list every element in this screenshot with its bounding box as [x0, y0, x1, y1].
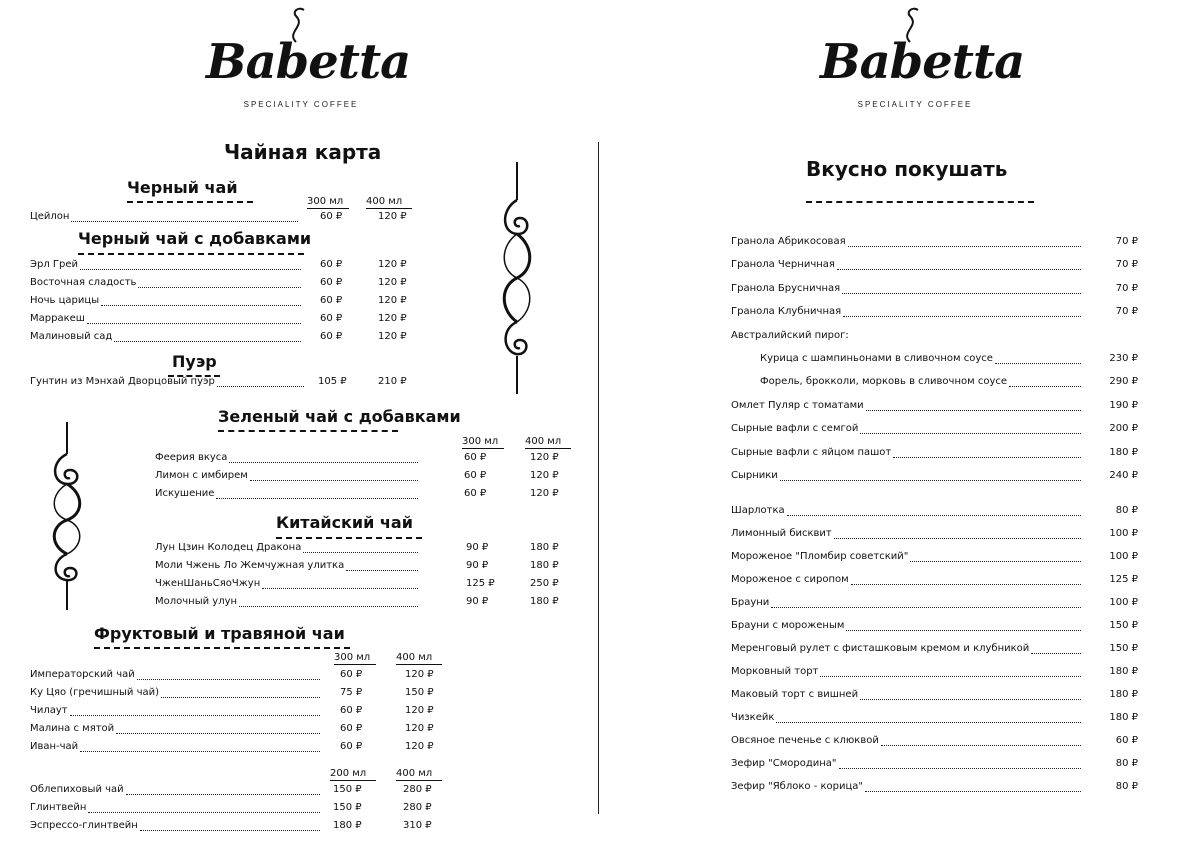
- leader-dots: [346, 570, 418, 571]
- item-name: Облепиховый чай: [30, 784, 124, 795]
- item-name: Цейлон: [30, 211, 70, 222]
- menu-item-row: [30, 313, 428, 329]
- price-small: 105 ₽: [318, 376, 347, 387]
- item-name: Брауни с мороженым: [731, 620, 845, 631]
- item-price: 180 ₽: [1109, 446, 1138, 458]
- food-item-row: [731, 259, 1138, 275]
- item-name: Брауни: [731, 597, 770, 608]
- menu-item-row: [155, 596, 580, 612]
- price-small: 150 ₽: [333, 802, 362, 813]
- item-price: 70 ₽: [1115, 236, 1138, 247]
- food-item-row: [731, 505, 1138, 521]
- leader-dots: [860, 699, 1081, 700]
- menu-item-row: [30, 687, 455, 703]
- item-name: Марракеш: [30, 313, 85, 324]
- price-small: 60 ₽: [340, 705, 363, 716]
- price-small: 60 ₽: [320, 277, 343, 288]
- price-large: 120 ₽: [378, 313, 407, 324]
- menu-item-row: [30, 331, 428, 347]
- item-name: Шарлотка: [731, 505, 785, 516]
- section-underline: [218, 430, 398, 432]
- item-price: 200 ₽: [1109, 423, 1138, 435]
- price-small: 180 ₽: [333, 820, 362, 831]
- leader-dots: [114, 341, 301, 342]
- item-name: Иван-чай: [30, 741, 79, 752]
- price-large: 120 ₽: [378, 211, 407, 222]
- price-small: 60 ₽: [320, 313, 343, 324]
- menu-item-row: [30, 705, 455, 721]
- leader-dots: [893, 457, 1081, 458]
- ornament-scroll-icon: [494, 160, 540, 396]
- leader-dots: [787, 515, 1081, 516]
- menu-item-row: [155, 542, 580, 558]
- item-name: Малиновый сад: [30, 331, 113, 342]
- price-small: 75 ₽: [340, 687, 363, 698]
- leader-dots: [88, 812, 320, 813]
- price-small: 60 ₽: [320, 331, 343, 342]
- tea-card-title: Чайная карта: [224, 140, 382, 164]
- section-underline: [806, 201, 1034, 203]
- price-small: 90 ₽: [466, 542, 489, 553]
- section-underline: [78, 253, 304, 255]
- item-name: Эрл Грей: [30, 259, 78, 270]
- page-divider: [598, 142, 599, 814]
- leader-dots: [851, 584, 1081, 585]
- food-item-row: [731, 236, 1138, 252]
- price-large: 120 ₽: [405, 669, 434, 680]
- leader-dots: [866, 410, 1081, 411]
- col-header-200: 200 мл: [330, 768, 376, 781]
- price-small: 60 ₽: [340, 723, 363, 734]
- item-name: Меренговый рулет с фисташковым кремом и клубникой: [731, 643, 1030, 654]
- item-price: 180 ₽: [1109, 689, 1138, 700]
- item-name: Мороженое "Пломбир советский": [731, 551, 909, 562]
- col-header-400: 400 мл: [396, 768, 442, 781]
- col-header-300: 300 мл: [307, 196, 349, 209]
- item-name: Маковый торт с вишней: [731, 689, 859, 700]
- item-name: Феерия вкуса: [155, 452, 228, 463]
- price-large: 120 ₽: [530, 470, 559, 481]
- price-small: 60 ₽: [320, 211, 343, 222]
- item-price: 70 ₽: [1115, 259, 1138, 271]
- ornament-scroll-icon: [44, 420, 90, 612]
- price-small: 60 ₽: [320, 259, 343, 270]
- brand-tagline: SPECIALITY COFFEE: [857, 100, 973, 109]
- brand-name: Babetta: [820, 34, 1025, 90]
- item-name: Сырники: [731, 470, 778, 481]
- food-item-row: [731, 689, 1138, 705]
- food-item-row: [731, 781, 1138, 797]
- item-name: Гранола Черничная: [731, 259, 835, 271]
- leader-dots: [839, 768, 1081, 769]
- food-item-row: [731, 597, 1138, 613]
- item-name: Мороженое с сиропом: [731, 574, 849, 585]
- price-large: 180 ₽: [530, 596, 559, 607]
- leader-dots: [303, 552, 418, 553]
- item-price: 230 ₽: [1109, 353, 1138, 364]
- price-small: 60 ₽: [340, 669, 363, 680]
- price-small: 90 ₽: [466, 596, 489, 607]
- menu-item-row: [30, 784, 453, 800]
- price-small: 60 ₽: [464, 452, 487, 463]
- item-name: Императорский чай: [30, 669, 135, 680]
- fruit-tea-title: Фруктовый и травяной чаи: [94, 624, 345, 643]
- food-item-row: [760, 376, 1138, 392]
- price-small: 60 ₽: [340, 741, 363, 752]
- leader-dots: [1031, 653, 1081, 654]
- leader-dots: [116, 733, 320, 734]
- item-price: 80 ₽: [1115, 758, 1138, 769]
- leader-dots: [80, 269, 301, 270]
- menu-item-row: [30, 820, 453, 836]
- price-large: 120 ₽: [378, 331, 407, 342]
- menu-item-row: [30, 802, 453, 818]
- food-item-row: [731, 528, 1138, 544]
- food-item-row: [731, 447, 1138, 463]
- item-name: Зефир "Смородина": [731, 758, 837, 769]
- item-name: Гранола Абрикосовая: [731, 236, 846, 247]
- item-price: 80 ₽: [1115, 781, 1138, 792]
- leader-dots: [250, 480, 418, 481]
- item-name: Омлет Пуляр с томатами: [731, 399, 864, 411]
- section-underline: [127, 201, 253, 203]
- food-item-row: [731, 574, 1138, 590]
- leader-dots: [140, 830, 320, 831]
- leader-dots: [837, 269, 1081, 270]
- leader-dots: [71, 221, 298, 222]
- section-underline: [94, 647, 350, 649]
- price-large: 250 ₽: [530, 578, 559, 589]
- leader-dots: [910, 561, 1081, 562]
- section-underline: [276, 537, 422, 539]
- item-name: Лун Цзин Колодец Дракона: [155, 542, 302, 553]
- food-item-row: [731, 712, 1138, 728]
- item-price: 100 ₽: [1109, 528, 1138, 539]
- price-large: 280 ₽: [403, 802, 432, 813]
- item-price: 290 ₽: [1109, 376, 1138, 388]
- item-name: Лимон с имбирем: [155, 470, 248, 481]
- item-name: Форель, брокколи, морковь в сливочном соусе: [760, 376, 1008, 388]
- price-small: 60 ₽: [320, 295, 343, 306]
- leader-dots: [262, 588, 418, 589]
- green-tea-add-title: Зеленый чай с добавками: [218, 407, 461, 426]
- item-name: Зефир "Яблоко - корица": [731, 781, 864, 792]
- item-price: 150 ₽: [1109, 643, 1138, 654]
- price-large: 310 ₽: [403, 820, 432, 831]
- price-small: 60 ₽: [464, 488, 487, 499]
- item-name: Гранола Клубничная: [731, 306, 842, 318]
- food-item-row: [731, 666, 1138, 682]
- price-large: 280 ₽: [403, 784, 432, 795]
- item-price: 80 ₽: [1115, 505, 1138, 516]
- leader-dots: [860, 433, 1081, 434]
- food-item-row: [731, 423, 1138, 439]
- leader-dots: [101, 305, 301, 306]
- food-title: Вкусно покушать: [806, 157, 1008, 181]
- leader-dots: [834, 538, 1081, 539]
- leader-dots: [820, 676, 1081, 677]
- menu-item-row: [30, 211, 428, 227]
- item-price: 240 ₽: [1109, 470, 1138, 481]
- price-large: 210 ₽: [378, 376, 407, 387]
- brand-logo-left: [206, 4, 411, 114]
- black-tea-add-title: Черный чай с добавками: [78, 229, 312, 248]
- price-small: 125 ₽: [466, 578, 495, 589]
- leader-dots: [138, 287, 301, 288]
- leader-dots: [881, 745, 1081, 746]
- item-name: ЧженШаньСяоЧжун: [155, 578, 261, 589]
- price-large: 120 ₽: [530, 452, 559, 463]
- food-item-row: [731, 758, 1138, 774]
- item-price: 100 ₽: [1109, 597, 1138, 608]
- food-item-row: [760, 353, 1138, 369]
- item-name: Чилаут: [30, 705, 68, 716]
- item-price: 190 ₽: [1109, 399, 1138, 411]
- price-large: 120 ₽: [405, 705, 434, 716]
- menu-item-row: [155, 560, 580, 576]
- price-large: 120 ₽: [405, 741, 434, 752]
- col-header-400: 400 мл: [366, 196, 412, 209]
- col-header-400: 400 мл: [525, 436, 571, 449]
- item-name: Гранола Брусничная: [731, 282, 841, 294]
- menu-item-row: [30, 741, 455, 757]
- food-item-row: [731, 400, 1138, 416]
- item-name: Ночь царицы: [30, 295, 100, 306]
- price-small: 90 ₽: [466, 560, 489, 571]
- menu-item-row: [155, 488, 580, 504]
- item-name: Австралийский пирог:: [731, 329, 849, 341]
- leader-dots: [137, 679, 320, 680]
- food-item-row: [731, 470, 1138, 486]
- leader-dots: [842, 293, 1081, 294]
- menu-item-row: [30, 669, 455, 685]
- price-large: 180 ₽: [530, 560, 559, 571]
- food-item-row: [731, 551, 1138, 567]
- menu-item-row: [30, 295, 428, 311]
- black-tea-title: Черный чай: [127, 178, 238, 197]
- item-name: Восточная сладость: [30, 277, 137, 288]
- leader-dots: [771, 607, 1081, 608]
- leader-dots: [239, 606, 418, 607]
- leader-dots: [70, 715, 320, 716]
- brand-tagline: SPECIALITY COFFEE: [243, 100, 359, 109]
- brand-name: Babetta: [206, 34, 411, 90]
- item-price: 70 ₽: [1115, 282, 1138, 294]
- leader-dots: [229, 462, 418, 463]
- leader-dots: [780, 480, 1081, 481]
- food-item-row: [731, 643, 1138, 659]
- food-item-row: [731, 306, 1138, 322]
- leader-dots: [161, 697, 320, 698]
- leader-dots: [995, 363, 1081, 364]
- item-price: 60 ₽: [1115, 735, 1138, 746]
- menu-item-row: [30, 277, 428, 293]
- col-header-300: 300 мл: [462, 436, 504, 449]
- price-large: 150 ₽: [405, 687, 434, 698]
- item-name: Овсяное печенье с клюквой: [731, 735, 879, 746]
- price-large: 120 ₽: [378, 259, 407, 270]
- brand-logo-right: [820, 4, 1025, 114]
- price-large: 120 ₽: [378, 277, 407, 288]
- item-price: 150 ₽: [1109, 620, 1138, 631]
- item-name: Лимонный бисквит: [731, 528, 832, 539]
- chinese-tea-title: Китайский чай: [276, 513, 413, 532]
- item-price: 180 ₽: [1109, 712, 1138, 723]
- item-name: Моли Чжень Ло Жемчужная улитка: [155, 560, 345, 571]
- price-large: 120 ₽: [378, 295, 407, 306]
- item-name: Малина с мятой: [30, 723, 115, 734]
- menu-item-row: [30, 259, 428, 275]
- col-header-400: 400 мл: [396, 652, 442, 665]
- item-name: Молочный улун: [155, 596, 238, 607]
- item-price: 100 ₽: [1109, 551, 1138, 562]
- leader-dots: [846, 630, 1081, 631]
- food-item-row: [731, 330, 1138, 346]
- item-name: Эспрессо-глинтвейн: [30, 820, 138, 831]
- leader-dots: [126, 794, 320, 795]
- leader-dots: [843, 316, 1081, 317]
- leader-dots: [865, 791, 1081, 792]
- col-header-300: 300 мл: [334, 652, 376, 665]
- price-small: 150 ₽: [333, 784, 362, 795]
- menu-item-row: [155, 452, 580, 468]
- item-name: Гунтин из Мэнхай Дворцовый пуэр: [30, 376, 215, 387]
- menu-item-row: [155, 578, 580, 594]
- price-small: 60 ₽: [464, 470, 487, 481]
- menu-item-row: [30, 376, 428, 392]
- leader-dots: [776, 722, 1081, 723]
- item-name: Ку Цяо (гречишный чай): [30, 687, 160, 698]
- leader-dots: [87, 323, 301, 324]
- puer-title: Пуэр: [172, 352, 217, 371]
- item-price: 125 ₽: [1109, 574, 1138, 585]
- price-large: 120 ₽: [405, 723, 434, 734]
- leader-dots: [216, 498, 418, 499]
- food-item-row: [731, 283, 1138, 299]
- menu-item-row: [30, 723, 455, 739]
- item-name: Сырные вафли с семгой: [731, 423, 859, 435]
- item-name: Искушение: [155, 488, 215, 499]
- price-large: 120 ₽: [530, 488, 559, 499]
- food-item-row: [731, 620, 1138, 636]
- leader-dots: [217, 386, 304, 387]
- item-name: Курица с шампиньонами в сливочном соусе: [760, 353, 993, 364]
- menu-item-row: [155, 470, 580, 486]
- item-name: Глинтвейн: [30, 802, 87, 813]
- item-name: Сырные вафли с яйцом пашот: [731, 446, 892, 458]
- item-name: Морковный торт: [731, 666, 819, 677]
- item-price: 70 ₽: [1115, 306, 1138, 318]
- leader-dots: [80, 751, 320, 752]
- item-name: Чизкейк: [731, 712, 775, 723]
- price-large: 180 ₽: [530, 542, 559, 553]
- leader-dots: [848, 246, 1081, 247]
- item-price: 180 ₽: [1109, 666, 1138, 677]
- food-item-row: [731, 735, 1138, 751]
- leader-dots: [1009, 386, 1081, 387]
